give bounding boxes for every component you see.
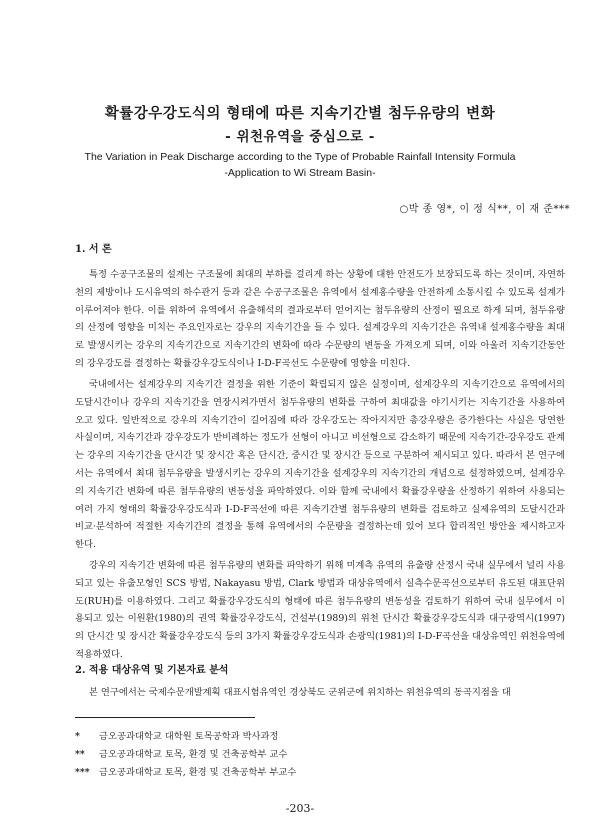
footnote-1-mark: * bbox=[75, 731, 80, 742]
title-korean: 확률강우강도식의 형태에 따른 지속기간별 첨두유량의 변화 bbox=[104, 105, 496, 122]
footnote-divider bbox=[75, 717, 255, 718]
section-1-heading: 1. 서 론 bbox=[75, 244, 112, 255]
intro-paragraph-1: 특정 수공구조물의 설계는 구조물에 최대의 부하를 걸리게 하는 상황에 대한 안전도가 보장되도록 하는 것이며, 자연하천의 제방이나 도시유역의 하수관거 등과 같은 수공구조물은 유역에서 설계홍수량을 안전하게 소통시킬 수 있도록 설계가 이루어져야 한다. 이를 위하여 유역에서 유출해석의 결과로부터 얻어지는 첨두유량의 산정이 필요로 하게 되며, 첨두유량의 산정에 영향을 미치는 주요인자로는 강우의 지속기간을 들 수 있다. 설계강우의 지속기간은 유역내 설계홍수량을 최대로 발생시키는 강우의 지속기간으로 지속기간의 변화에 따라 수문량의 변동을 가져오게 되며, 이와 아울러 지속기간동안의 강우강도를 결정하는 확률강우강도식이나 I-D-F곡선도 수문량에 영향을 미친다. bbox=[75, 269, 565, 369]
footnote-2-mark: ** bbox=[75, 749, 85, 760]
title-english: The Variation in Peak Discharge according to the Type of Probable Rainfall Intensity Formula bbox=[84, 151, 516, 163]
author-list: ○박 종 영*, 이 정 식**, 이 재 준*** bbox=[399, 204, 570, 215]
footnote-1 bbox=[75, 728, 279, 742]
footnote-3-mark: *** bbox=[75, 767, 90, 778]
section-2-heading: 2. 적용 대상유역 및 기본자료 분석 bbox=[75, 665, 229, 676]
page-number: -203- bbox=[285, 802, 315, 815]
section-2-paragraph: 본 연구에서는 국제수문개발계획 대표시험유역인 경상북도 군위군에 위치하는 위천유역의 동곡지점을 대 bbox=[89, 687, 511, 698]
subtitle-korean: - 위천유역을 중심으로 - bbox=[225, 129, 375, 145]
footnote-2-text: 금오공과대학교 토목, 환경 및 건축공학부 교수 bbox=[99, 749, 288, 760]
intro-paragraph-2: 국내에서는 설계강우의 지속기간 결정을 위한 기준이 확립되지 않은 실정이며, 설계강우의 지속기간으로 유역에서의 도달시간이나 강우의 지속기간을 연장시켜가면서 첨두유량의 변화를 구하여 최대값을 야기시키는 지속기간을 사용하여 오고 있다. 일반적으로 강우의 지속기간이 길어짐에 따라 강우강도는 작아지지만 총강우량은 증가한다는 사실은 당연한 사실이며, 지속기간과 강우강도가 반비례하는 정도가 선형이 아니고 비선형으로 감소하기 때문에 지속기간-강우강도 관계는 강우의 지속기간을 단시간 및 장시간 혹은 단시간, 중시간 및 장시간 등으로 구분하여 제시되고 있다. 따라서 본 연구에서는 유역에서 최대 첨두유량을 발생시키는 강우의 지속기간을 설계강우의 지속기간의 개념으로 설정하였으며, 설계강우의 지속기간 변화에 따른 첨두유량의 변동성을 파악하였다. 이와 함께 국내에서 확률강우량을 산정하기 위하여 사용되는 여러 가지 형태의 확률강우강도식과 I-D-F곡선에 따른 지속기간별 첨두유량의 변화를 검토하고 실제유역의 도달시간과 비교·분석하여 적절한 지속기간의 결정을 통해 유역에서의 수문량을 결정하는데 있어 보다 합리적인 방안을 제시하고자 한다. bbox=[75, 379, 565, 551]
footnote-1-text: 금오공과대학교 대학원 토목공학과 박사과정 bbox=[99, 731, 279, 742]
footnote-3-text: 금오공과대학교 토목, 환경 및 건축공학부 부교수 bbox=[99, 767, 297, 778]
footnote-2 bbox=[75, 746, 287, 760]
subtitle-english: -Application to Wi Stream Basin- bbox=[224, 167, 376, 179]
footnote-3 bbox=[75, 764, 296, 778]
intro-paragraph-3: 강우의 지속기간 변화에 따른 첨두유량의 변화를 파악하기 위해 미계측 유역의 유출량 산정시 국내 실무에서 널리 사용되고 있는 유출모형인 SCS 방법, Nakayasu 방법, Clark 방법과 대상유역에서 실측수문곡선으로부터 유도된 대표단위도(RUH)를 이용하였다. 그리고 확률강우강도식의 형태에 따른 첨두유량의 변동성을 검토하기 위하여 국내 실무에서 이용되고 있는 이원환(1980)의 권역 확률강우강도식, 건설부(1989)의 위천 단시간 확률강우강도식과 대구광역시(1997)의 단시간 및 장시간 확률강우강도식 등의 3가지 확률강우강도식과 손광익(1981)의 I-D-F곡선을 대상유역인 위천유역에 적용하였다. bbox=[75, 560, 565, 660]
